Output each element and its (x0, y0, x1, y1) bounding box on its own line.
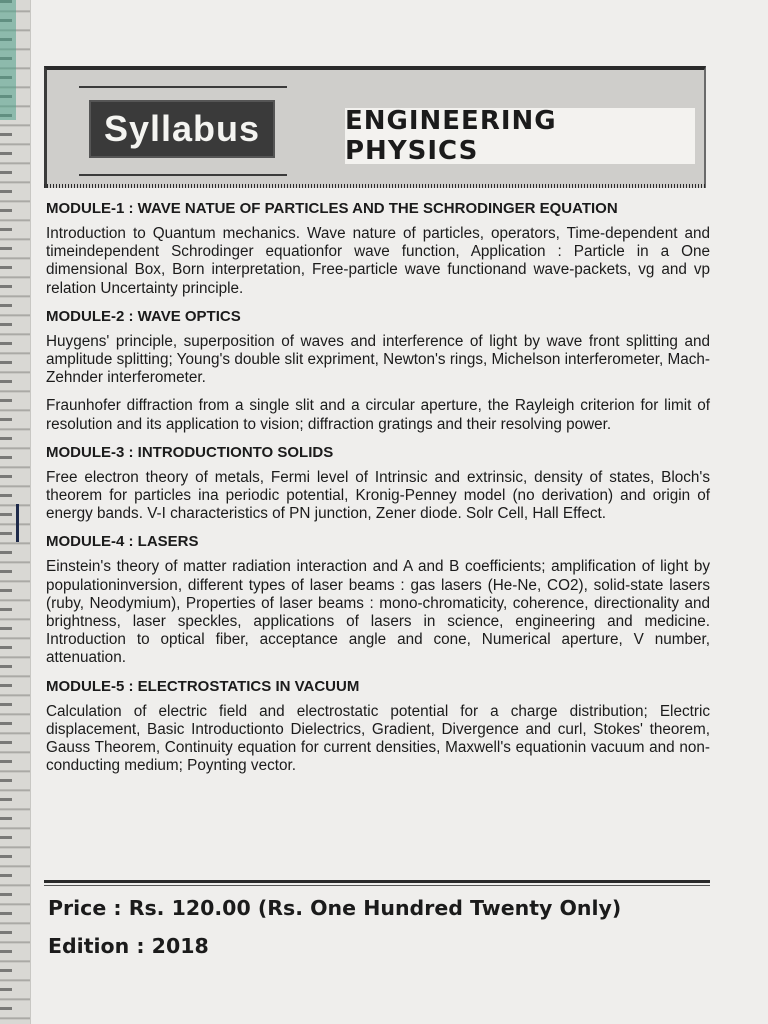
divider-line (44, 885, 710, 886)
price-line: Price : Rs. 120.00 (Rs. One Hundred Twenty Only) (48, 896, 622, 920)
module-title: MODULE-4 : LASERS (46, 533, 199, 551)
module-paragraph: Fraunhofer diffraction from a single slit and a circular aperture, the Rayleigh criterion for limit of resolution and its application to vision; diffraction gratings and their resolving power. (46, 397, 710, 433)
syllabus-badge: Syllabus (89, 100, 275, 158)
module-4 (44, 533, 710, 667)
subject-title: ENGINEERING PHYSICS (345, 108, 695, 164)
syllabus-header (44, 66, 706, 188)
module-1 (44, 200, 710, 298)
module-paragraph: Introduction to Quantum mechanics. Wave nature of particles, operators, Time-dependent and timeindependent Schrodinger equationfor wave function, Application : Particle in a One dimensional Box, Born interpretation, Free-particle wave functionand wave-packets, vg and vp relation Uncertainty principle. (46, 225, 710, 297)
module-title: MODULE-5 : ELECTROSTATICS IN VACUUM (46, 677, 360, 695)
module-title: MODULE-2 : WAVE OPTICS (46, 307, 241, 325)
pen-margin-mark (16, 504, 19, 542)
footer-divider (44, 880, 710, 888)
module-5 (44, 678, 710, 776)
module-title: MODULE-1 : WAVE NATUE OF PARTICLES AND THE SCHRODINGER EQUATION (46, 200, 618, 217)
module-2 (44, 308, 710, 434)
module-paragraph: Huygens' principle, superposition of waves and interference of light by wave front splitting and amplitude splitting; Young's double slit expriment, Newton's rings, Michelson interferometer, Mach-Zehnder interferometer. (46, 332, 710, 387)
module-title: MODULE-3 : INTRODUCTIONTO SOLIDS (46, 443, 334, 461)
syllabus-badge-frame (79, 86, 287, 176)
module-paragraph: Calculation of electric field and electrostatic potential for a charge distribution; Electric displacement, Basic Introductionto Dielectrics, Gradient, Divergence and curl, Stokes' theorem, Gauss Theorem, Continuity equation for current densities, Maxwell's equationin vacuum and non-conducting medium; Poynting vector. (46, 702, 710, 775)
syllabus-content (44, 200, 710, 785)
module-3 (44, 444, 710, 524)
divider-line (44, 880, 710, 883)
binding-tint (0, 0, 16, 120)
module-paragraph: Free electron theory of metals, Fermi level of Intrinsic and extrinsic, density of states, Bloch's theorem for particles ina periodic potential, Kronig-Penney model (no derivation) and origin of energy bands. V-I characteristics of PN junction, Zener diode. Solr Cell, Hall Effect. (46, 468, 710, 523)
module-paragraph: Einstein's theory of matter radiation interaction and A and B coefficients; amplification of light by populationinversion, different types of laser beams : gas lasers (He-Ne, CO2), solid-state lasers (ruby, Neodymium), Properties of laser beams : mono-chromaticity, coherence, directionality and brightness, laser speckles, applications of lasers in science, engineering and medicine. Introduction to optical fiber, acceptance angle and cone, Numerical aperture, V number, attenuation. (46, 558, 710, 667)
edition-line: Edition : 2018 (48, 934, 209, 958)
